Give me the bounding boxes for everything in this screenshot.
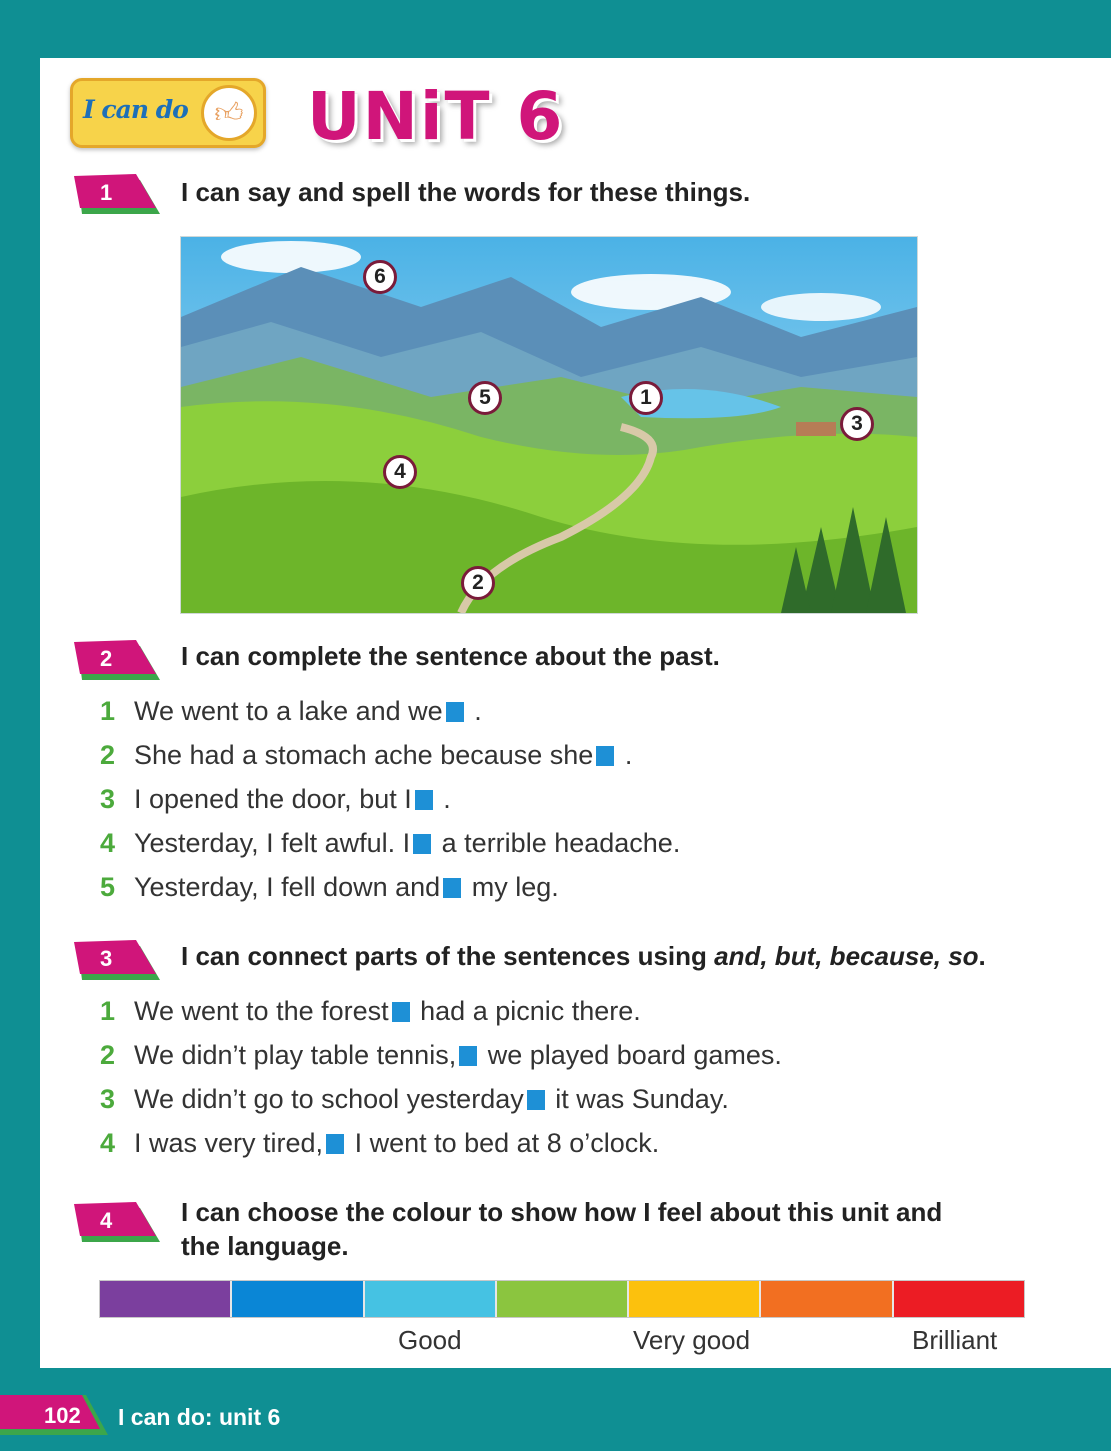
colour-swatch-purple[interactable] xyxy=(100,1281,232,1317)
section-tab-3 xyxy=(74,940,152,978)
answer-blank[interactable] xyxy=(392,1002,410,1022)
answer-blank[interactable] xyxy=(459,1046,477,1066)
landscape-marker-5: 5 xyxy=(468,381,502,415)
answer-blank[interactable] xyxy=(596,746,614,766)
answer-blank[interactable] xyxy=(415,790,433,810)
page-number: 102 xyxy=(44,1403,81,1428)
list-item: 4 Yesterday, I felt awful. I a terrible headache. xyxy=(100,828,681,858)
colour-swatch-yellow[interactable] xyxy=(629,1281,761,1317)
landscape-marker-2: 2 xyxy=(461,566,495,600)
landscape-illustration xyxy=(181,237,917,613)
answer-blank[interactable] xyxy=(413,834,431,854)
section-tab-2 xyxy=(74,640,152,678)
landscape-picture xyxy=(180,236,918,614)
list-item: 3 We didn’t go to school yesterday it was Sunday. xyxy=(100,1084,729,1114)
answer-blank[interactable] xyxy=(443,878,461,898)
scale-label-very-good: Very good xyxy=(633,1325,751,1355)
colour-swatch-orange[interactable] xyxy=(761,1281,893,1317)
list-item: 2 We didn’t play table tennis, we played board games. xyxy=(100,1040,782,1070)
answer-blank[interactable] xyxy=(326,1134,344,1154)
section-tab-4 xyxy=(74,1202,152,1240)
colour-swatch-light-blue[interactable] xyxy=(365,1281,497,1317)
colour-swatch-green[interactable] xyxy=(497,1281,629,1317)
list-item: 3 I opened the door, but I . xyxy=(100,784,451,814)
page-number-tab xyxy=(0,1395,112,1439)
section-tab-1 xyxy=(74,174,152,212)
landscape-marker-4: 4 xyxy=(383,455,417,489)
landscape-marker-6: 6 xyxy=(363,260,397,294)
answer-blank[interactable] xyxy=(527,1090,545,1110)
section-1-heading: I can say and spell the words for these things. xyxy=(181,177,751,207)
list-item: 2 She had a stomach ache because she . xyxy=(100,740,633,770)
section-number: 4 xyxy=(100,1208,113,1233)
answer-blank[interactable] xyxy=(446,702,464,722)
section-number: 1 xyxy=(100,180,113,205)
scale-label-good: Good xyxy=(398,1325,462,1355)
section-2-heading: I can complete the sentence about the past. xyxy=(181,641,720,671)
list-item: 1 We went to the forest had a picnic there. xyxy=(100,996,641,1026)
unit-title: UNiT 6 xyxy=(307,78,565,155)
section-4-heading: I can choose the colour to show how I feel about this unit and the language. xyxy=(181,1197,943,1261)
section-number: 2 xyxy=(100,646,113,671)
colour-scale xyxy=(99,1280,1025,1318)
list-item: 4 I was very tired, I went to bed at 8 o’clock. xyxy=(100,1128,660,1158)
colour-swatch-blue[interactable] xyxy=(232,1281,364,1317)
list-item: 5 Yesterday, I fell down and my leg. xyxy=(100,872,559,902)
badge-label: I can do xyxy=(83,95,188,124)
landscape-marker-1: 1 xyxy=(629,381,663,415)
landscape-marker-3: 3 xyxy=(840,407,874,441)
section-number: 3 xyxy=(100,946,113,971)
footer-title: I can do: unit 6 xyxy=(118,1404,281,1430)
thumbs-up-icon: 👍︎ xyxy=(201,85,257,141)
scale-label-brilliant: Brilliant xyxy=(912,1325,998,1355)
colour-swatch-red[interactable] xyxy=(894,1281,1024,1317)
list-item: 1 We went to a lake and we . xyxy=(100,696,482,726)
section-3-heading: I can connect parts of the sentences using and, but, because, so. xyxy=(181,941,986,971)
i-can-do-badge xyxy=(70,78,266,148)
conjunctions-list: and, but, because, so xyxy=(714,941,979,971)
left-border xyxy=(0,0,40,1368)
